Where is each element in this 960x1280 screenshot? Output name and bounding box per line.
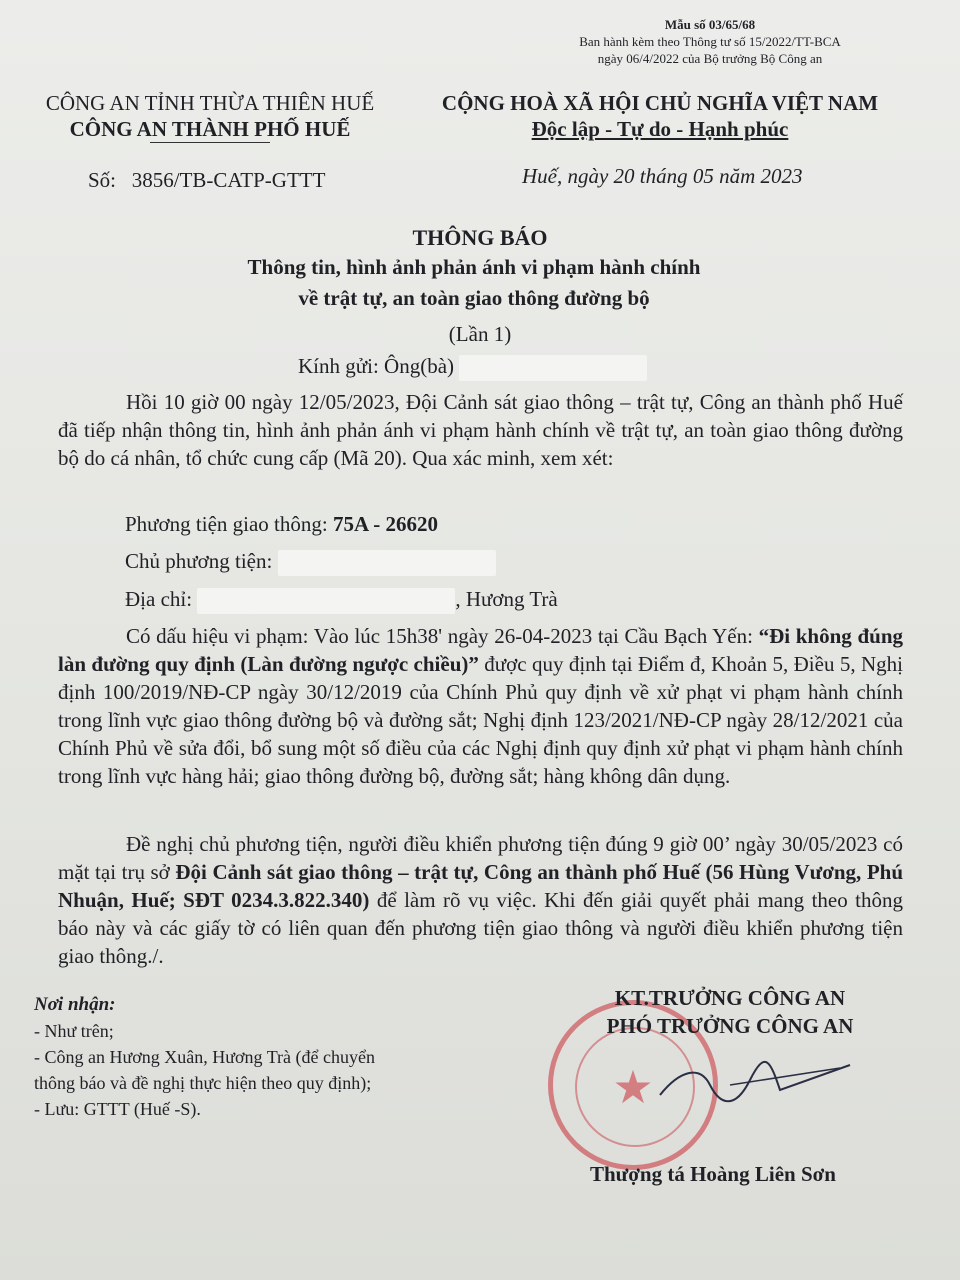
agency-parent: CÔNG AN TỈNH THỪA THIÊN HUẾ (45, 91, 375, 115)
paragraph-intro: Hồi 10 giờ 00 ngày 12/05/2023, Đội Cảnh sát giao thông – trật tự, Công an thành phố Huế đã tiếp nhận thông tin, hình ảnh phản ánh vi phạm hành chính về trật tự, an toàn giao thông đường bộ do cá nhân, tổ chức cung cấp (Mã 20). Qua xác minh, xem xét: (58, 390, 903, 470)
signature-line-1: KT.TRƯỞNG CÔNG AN (614, 986, 846, 1010)
form-code-line2: ngày 06/4/2022 của Bộ trưởng Bộ Công an (597, 51, 823, 66)
agency-unit: CÔNG AN THÀNH PHỐ HUẾ (69, 117, 351, 141)
violation-legal-basis: được quy định tại Điểm đ, Khoản 5, Điều 5, Nghị định 100/2019/NĐ-CP ngày 30/12/2019 của Chính Phủ quy định về xử phạt vi phạm hành chính trong lĩnh vực giao thông đường bộ và đường sắt; Nghị định 123/2021/NĐ-CP ngày 28/12/2021 của Chính Phủ về sửa đổi, bổ sung một số điều của các Nghị định quy định xử phạt vi phạm hành chính trong lĩnh vực hàng hải; giao thông đường bộ, đường sắt; hàng không dân dụng. (58, 652, 903, 788)
signer-name: Thượng tá Hoàng Liên Sơn (590, 1162, 836, 1186)
agency-header (28, 90, 392, 143)
request-office: Đội Cảnh sát giao thông – trật tự, Công an thành phố Huế (56 Hùng Vương, Phú Nhuận, Huế; SĐT 0234.3.822.340) (58, 860, 904, 912)
doc-subtitle-1: Thông tin, hình ảnh phản ánh vi phạm hành chính (247, 255, 701, 279)
form-code-title: Mẫu số 03/65/68 (664, 17, 756, 32)
redacted-recipient (459, 355, 647, 381)
greeting-label: Kính gửi: Ông(bà) (298, 354, 455, 378)
doc-subtitle-2: về trật tự, an toàn giao thông đường bộ (298, 286, 650, 310)
signature-line-2: PHÓ TRƯỞNG CÔNG AN (606, 1014, 854, 1038)
agency-underline (150, 142, 270, 143)
vehicle-label: Phương tiện giao thông: (125, 512, 328, 536)
signature-block (560, 984, 900, 1040)
number-value: 3856/TB-CATP-GTTT (131, 168, 326, 192)
document-number (88, 166, 325, 194)
recipients-block (34, 992, 375, 1122)
vehicle-plate: 75A - 26620 (332, 512, 438, 536)
redacted-address (197, 588, 455, 614)
number-label: Số: (88, 168, 117, 192)
recipients-title: Nơi nhận: (34, 994, 116, 1015)
owner-line (125, 547, 496, 576)
place-date: Huế, ngày 20 tháng 05 năm 2023 (522, 164, 803, 188)
national-title: CỘNG HOÀ XÃ HỘI CHỦ NGHĨA VIỆT NAM (441, 91, 879, 115)
national-motto: Độc lập - Tự do - Hạnh phúc (531, 117, 789, 141)
redacted-owner (278, 550, 496, 576)
form-code-line1: Ban hành kèm theo Thông tư số 15/2022/TT-BCA (579, 34, 841, 49)
doc-title: THÔNG BÁO (412, 225, 548, 250)
handwritten-signature (640, 1040, 870, 1120)
national-header (420, 90, 900, 142)
violation-description: “Đi không đúng làn đường quy định (Làn đường ngược chiều)” (58, 624, 903, 676)
star-icon: ★ (612, 1060, 654, 1114)
request-rest: để làm rõ vụ việc. Khi đến giải quyết phải mang theo thông báo này và các giấy tờ có liên quan đến phương tiện giao thông và người điều khiển phương tiện giao thông./. (58, 888, 904, 968)
recipient-item-3: - Lưu: GTTT (Huế -S). (34, 1099, 201, 1119)
violation-lead: Có dấu hiệu vi phạm: Vào lúc 15h38' ngày 26-04-2023 tại Cầu Bạch Yến: (126, 624, 753, 648)
paragraph-violation (58, 622, 903, 790)
address-suffix: , Hương Trà (455, 587, 558, 611)
recipient-item-2a: - Công an Hương Xuân, Hương Trà (để chuyển (34, 1047, 376, 1067)
vehicle-line (125, 510, 438, 538)
address-line (125, 585, 558, 614)
request-lead: Đề nghị chủ phương tiện, người điều khiển phương tiện đúng 9 giờ 00’ ngày 30/05/2023 có mặt tại trụ sở (58, 832, 903, 884)
doc-round: (Lần 1) (448, 322, 512, 346)
address-label: Địa chỉ: (125, 587, 193, 611)
paragraph-request (58, 830, 903, 970)
greeting-line (298, 352, 647, 381)
recipient-item-1: - Như trên; (34, 1021, 114, 1041)
recipient-item-2b: thông báo và đề nghị thực hiện theo quy định); (34, 1073, 372, 1093)
owner-label: Chủ phương tiện: (125, 549, 273, 573)
form-code-block (560, 16, 860, 67)
